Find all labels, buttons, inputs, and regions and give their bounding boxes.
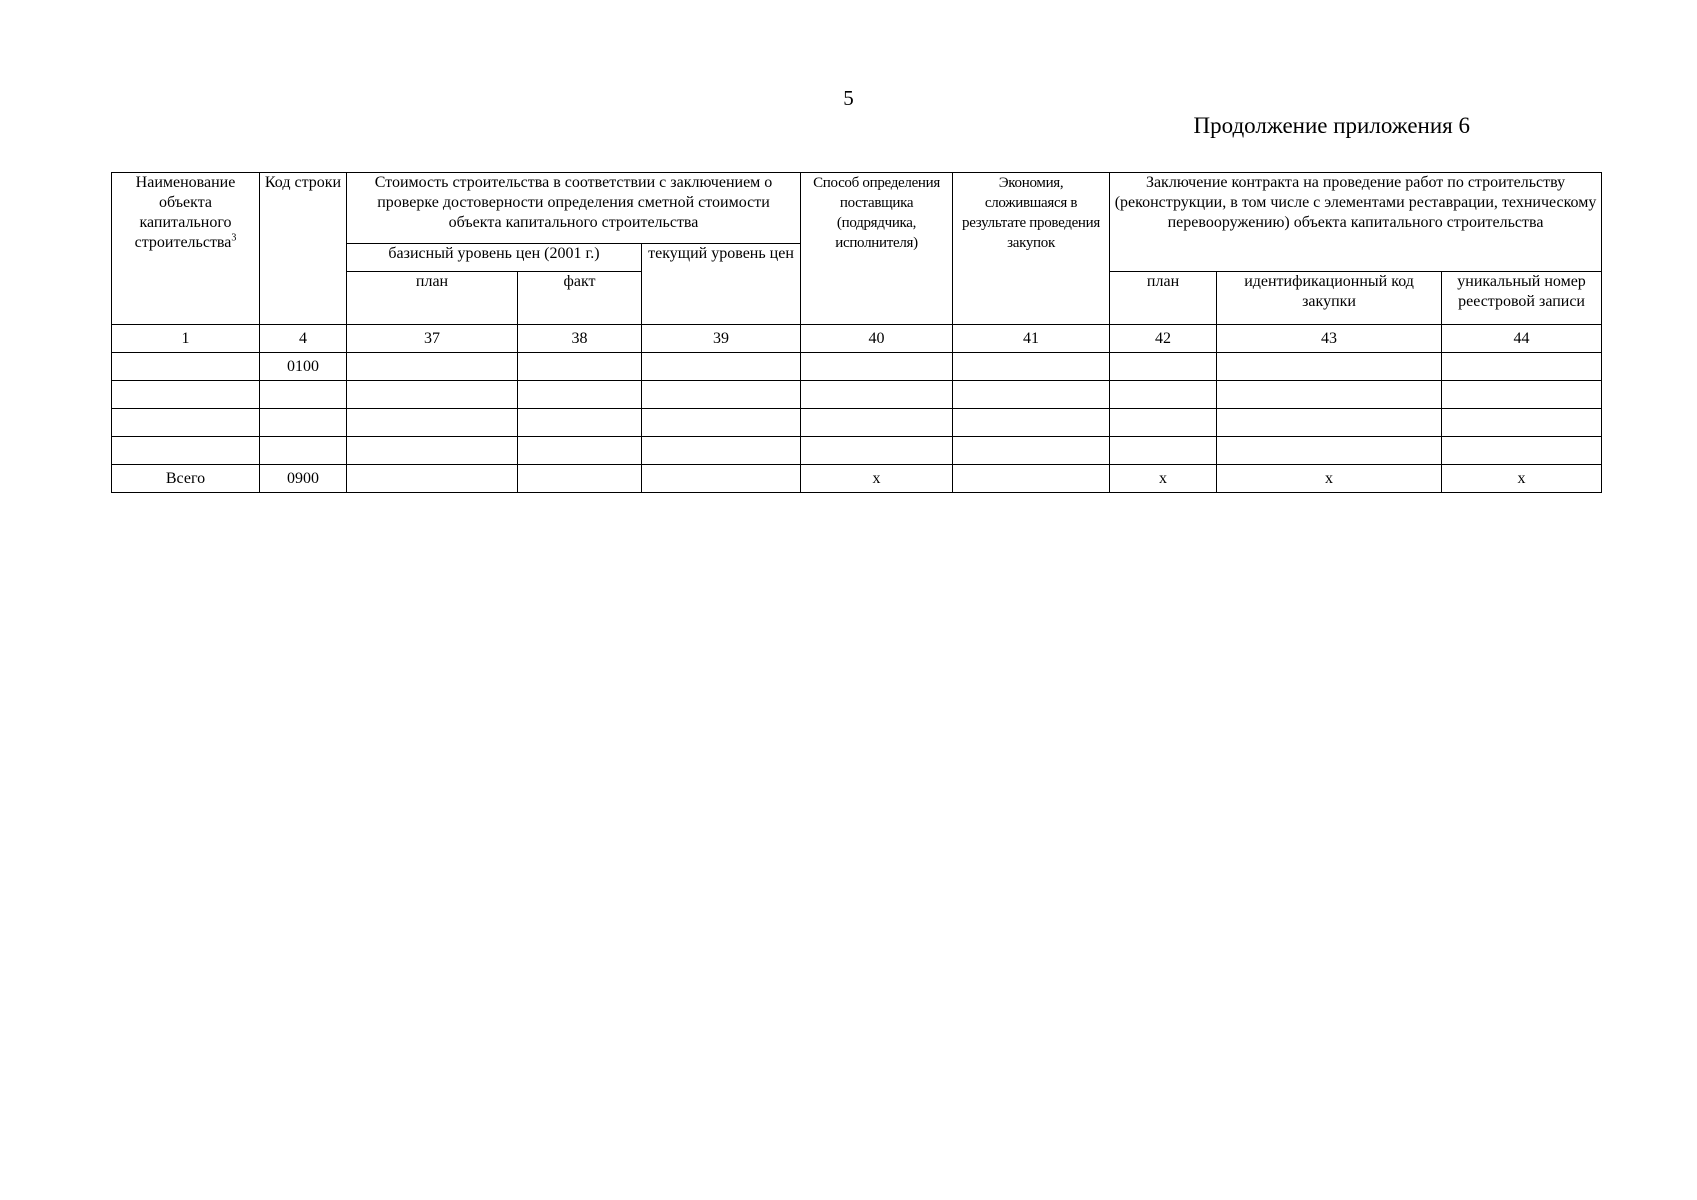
table-cell (1442, 437, 1602, 465)
table-cell (347, 437, 518, 465)
table-cell (642, 437, 801, 465)
table-row (112, 381, 1602, 409)
column-number: 44 (1442, 325, 1602, 353)
table-cell (112, 381, 260, 409)
table-cell (1217, 437, 1442, 465)
column-number: 38 (518, 325, 642, 353)
table-cell (260, 437, 347, 465)
appendix-continuation-title: Продолжение приложения 6 (1193, 113, 1470, 138)
table-cell (953, 381, 1110, 409)
header-current-price-level: текущий уровень цен (642, 244, 801, 325)
table-cell (518, 353, 642, 381)
table-cell (1442, 409, 1602, 437)
column-number: 39 (642, 325, 801, 353)
table-cell (112, 353, 260, 381)
table-cell (260, 409, 347, 437)
column-number: 42 (1110, 325, 1217, 353)
table-cell (518, 381, 642, 409)
header-savings: Экономия, сложившаяся в результате проведения закупок (953, 173, 1110, 325)
header-supplier-method: Способ определения поставщика (подрядчика, исполнителя) (801, 173, 953, 325)
header-cost-group: Стоимость строительства в соответствии с заключением о проверке достоверности определения сметной стоимости объекта капитального строительства (347, 173, 801, 244)
page-number: 5 (843, 86, 854, 110)
footnote-marker: 3 (231, 232, 237, 244)
column-number: 37 (347, 325, 518, 353)
table-cell (347, 409, 518, 437)
table-cell (642, 381, 801, 409)
table-cell (1110, 409, 1217, 437)
table-cell (1217, 353, 1442, 381)
table-cell (801, 437, 953, 465)
table-cell (518, 409, 642, 437)
table-cell (1110, 353, 1217, 381)
table-row (112, 437, 1602, 465)
table-cell (1442, 353, 1602, 381)
total-code: 0900 (260, 465, 347, 493)
header-purchase-id-code: идентификационный код закупки (1217, 272, 1442, 325)
table-cell (953, 409, 1110, 437)
table-cell: х (1217, 465, 1442, 493)
table-cell (953, 353, 1110, 381)
table-row (112, 353, 1602, 381)
table-cell (347, 465, 518, 493)
total-row (112, 465, 1602, 493)
table-cell: х (1442, 465, 1602, 493)
table-cell (953, 465, 1110, 493)
header-plan: план (347, 272, 518, 325)
column-number-row (112, 325, 1602, 353)
table-cell: х (801, 465, 953, 493)
construction-cost-table (111, 172, 1602, 493)
table-cell (518, 437, 642, 465)
total-label: Всего (112, 465, 260, 493)
table-cell (642, 465, 801, 493)
table-cell (112, 437, 260, 465)
header-registry-number: уникальный номер реестровой записи (1442, 272, 1602, 325)
table-cell (518, 465, 642, 493)
header-fact: факт (518, 272, 642, 325)
table-cell (953, 437, 1110, 465)
header-contract-plan: план (1110, 272, 1217, 325)
table-cell (1442, 381, 1602, 409)
table-cell (642, 409, 801, 437)
header-base-price-level: базисный уровень цен (2001 г.) (347, 244, 642, 272)
table-cell (347, 381, 518, 409)
table-cell (260, 381, 347, 409)
table-cell (801, 409, 953, 437)
table-cell: х (1110, 465, 1217, 493)
header-contract-group: Заключение контракта на проведение работ по строительству (реконструкции, в том числе с элементами реставрации, техническому перевооружению) объекта капитального строительства (1110, 173, 1602, 272)
column-number: 1 (112, 325, 260, 353)
table-cell: 0100 (260, 353, 347, 381)
header-object-name: Наименование объекта капитального строительства$^3$ (112, 173, 260, 325)
table-cell (1217, 381, 1442, 409)
table-cell (112, 409, 260, 437)
table-cell (1217, 409, 1442, 437)
column-number: 43 (1217, 325, 1442, 353)
table-cell (801, 381, 953, 409)
table-cell (1110, 437, 1217, 465)
column-number: 40 (801, 325, 953, 353)
column-number: 41 (953, 325, 1110, 353)
header-line-code: Код строки (260, 173, 347, 325)
column-number: 4 (260, 325, 347, 353)
table-row (112, 409, 1602, 437)
table-cell (642, 353, 801, 381)
table-cell (801, 353, 953, 381)
table-cell (1110, 381, 1217, 409)
table-cell (347, 353, 518, 381)
